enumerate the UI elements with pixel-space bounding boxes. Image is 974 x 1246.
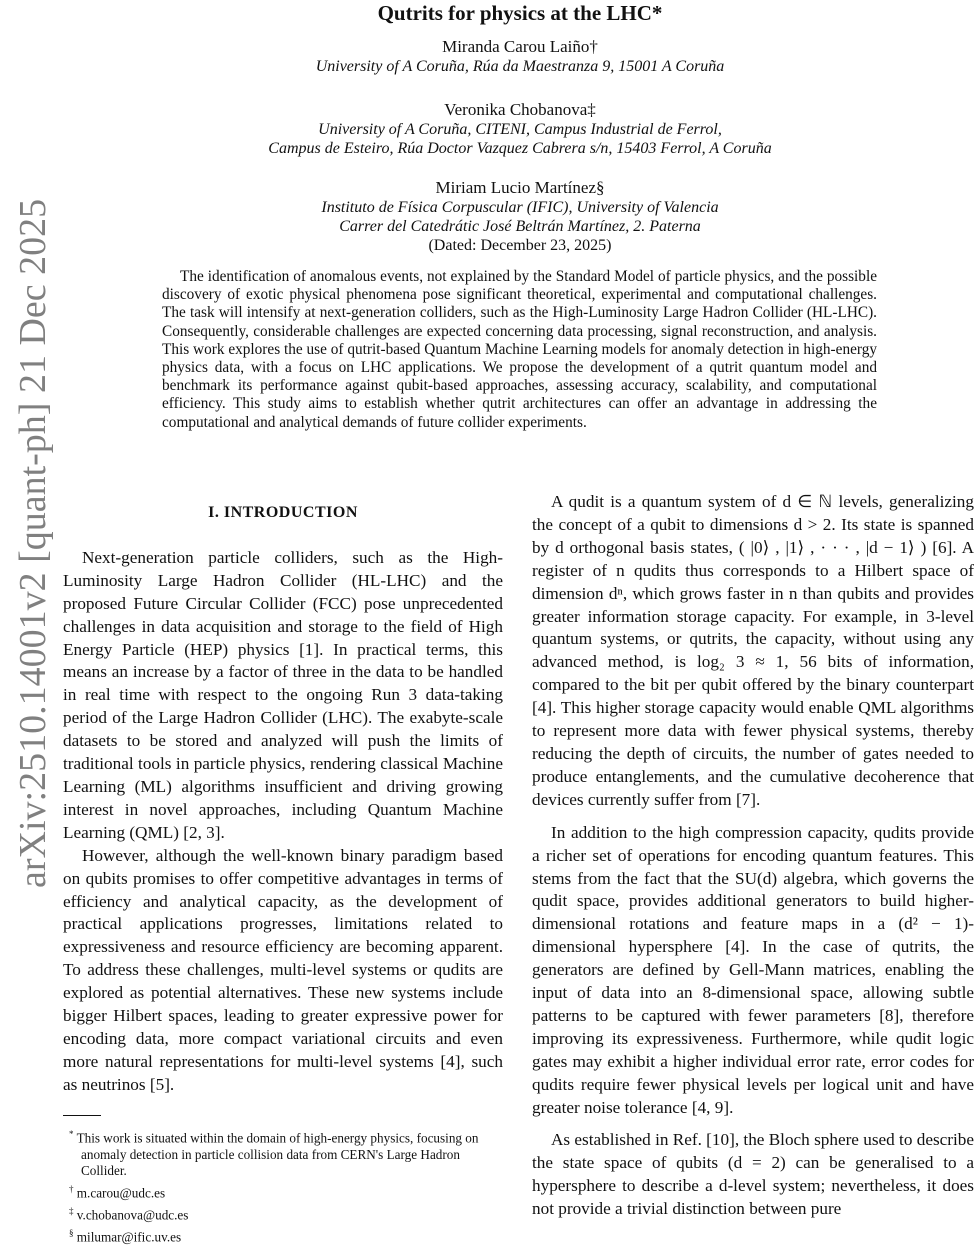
footnote-divider xyxy=(63,1115,101,1116)
footnote xyxy=(63,1126,503,1180)
footnote xyxy=(63,1225,503,1246)
footnotes xyxy=(63,1126,503,1246)
section-heading: I. INTRODUCTION xyxy=(208,504,358,521)
author-name: Miriam Lucio Martínez§ xyxy=(435,178,605,197)
left-column xyxy=(63,494,503,1246)
footnote-mark: § xyxy=(69,1227,74,1238)
paragraph: Next-generation particle colliders, such as the High-Luminosity Large Hadron Collider (HL-LHC) and the proposed Future Circular Collider (FCC) pose unprecedented challenges in data acquisition and storage to the field of High Energy Particle (HEP) physics [1]. In practical terms, this means an increase by a factor of three in the data to be handled in real time with respect to the ongoing Run 3 data-taking period of the Large Hadron Collider (LHC). The exabyte-scale datasets to be stored and analyzed will push the limits of traditional tools in particle physics, rendering classical Machine Learning (ML) algorithms insufficient and driving growing interest in novel approaches, including Quantum Machine Learning (QML) [2, 3]. xyxy=(63,547,503,842)
arxiv-side-stamp: arXiv:2510.14001v2 [quant-ph] 21 Dec 2025 xyxy=(12,198,54,888)
footnote-mark: * xyxy=(69,1128,74,1139)
dated-line: (Dated: December 23, 2025) xyxy=(428,237,612,254)
paper-title: Qutrits for physics at the LHC* xyxy=(377,1,663,25)
footnote-mark: † xyxy=(69,1183,74,1194)
paragraph: In addition to the high compression capacity, qudits provide a richer set of operations for encoding quantum features. This stems from the fact that the SU(d) algebra, which governs the qudit space, provides additional generators to build higher-dimensional rotations and feature maps in a (d² − 1)-dimensional hypersphere [4]. In the case of qutrits, the generators are defined by Gell-Mann matrices, enabling the input of data into an 8-dimensional space, allowing subtle patterns to be captured with fewer parameters [8], therefore improving its expressiveness. Furthermore, while qudit logic gates may exhibit a higher individual error rate, error codes for qudits require fewer physical levels per logical unit and have greater noise tolerance [4, 9]. xyxy=(532,822,974,1117)
right-column xyxy=(532,491,974,1221)
author-affiliation: Carrer del Catedrátic José Beltrán Martínez, 2. Paterna xyxy=(339,218,701,235)
author-name: Veronika Chobanova‡ xyxy=(444,100,596,119)
paragraph: However, although the well-known binary paradigm based on qubits promises to offer competitive advantages in terms of efficiency and analytical capacity, as the development of practical applications progresses, limitations related to expressiveness and resource efficiency are becoming apparent. To address these challenges, multi-level systems or qudits are explored as potential alternatives. These new systems include bigger Hilbert spaces, leading to greater expressive power for encoding data, more compact variational circuits and even more natural representations for multi-level systems [4], such as neutrinos [5]. xyxy=(63,845,503,1094)
author-block-3 xyxy=(160,178,880,256)
abstract: The identification of anomalous events, not explained by the Standard Model of particle physics, and the possible discovery of exotic physical phenomena pose significant theoretical, experimental and computational challenges. The task will intensify at next-generation colliders, such as the High-Luminosity Large Hadron Collider (HL-LHC). Consequently, considerable challenges are expected concerning data processing, signal reconstruction, and analysis. This work explores the use of qutrit-based Quantum Machine Learning models for anomaly detection in high-energy physics data, with a focus on LHC applications. We propose the development of a qutrit quantum model and benchmark its performance against qubit-based approaches, assessing accuracy, scalability, and computational efficiency. This study aims to establish whether qutrit architectures can offer an advantage in addressing the computational and analytical demands of future collider experiments. xyxy=(162,268,877,431)
author-affiliation: Campus de Esteiro, Rúa Doctor Vazquez Cabrera s/n, 15403 Ferrol, A Coruña xyxy=(268,140,772,157)
paragraph: As established in Ref. [10], the Bloch sphere used to describe the state space of qubits (d = 2) can be generalised to a hypersphere to describe a d-level system; nevertheless, it does not provide a trivial distinction between pure xyxy=(532,1130,974,1219)
author-affiliation: Instituto de Física Corpuscular (IFIC), University of Valencia xyxy=(321,199,719,216)
footnote xyxy=(63,1181,503,1202)
author-affiliation: University of A Coruña, Rúa da Maestranza 9, 15001 A Coruña xyxy=(315,58,725,75)
paragraph: A qudit is a quantum system of d ∈ ℕ levels, generalizing the concept of a qubit to dimensions d > 2. Its state is spanned by d orthogonal basis states, ( |0⟩ , |1⟩ , · · · , |d − 1⟩ ) [6]. A register of n qudits thus corresponds to a Hilbert space of dimension dⁿ, which grows faster in n than qubits and provides greater information storage capacity. For example, in 3-level quantum systems, or qutrits, the capacity, without using any advanced method, is log₂ 3 ≈ 1, 56 bits of information, compared to the bit per qubit offered by the binary counterpart [4]. This higher storage capacity would enable QML algorithms to represent more data with fewer physical systems, thereby reducing the depth of circuits, the number of gates needed to produce entanglements, and the cumulative decoherence that devices currently suffer from [7]. xyxy=(532,492,974,809)
footnote-email[interactable]: milumar@ific.uv.es xyxy=(76,1229,182,1245)
footnote xyxy=(63,1203,503,1224)
footnote-text: This work is situated within the domain of high-energy physics, focusing on anomaly detection in particle collision data from CERN's Large Hadron Collider. xyxy=(76,1130,479,1179)
author-name: Miranda Carou Laiño† xyxy=(442,37,598,56)
author-affiliation: University of A Coruña, CITENI, Campus Industrial de Ferrol, xyxy=(318,121,722,138)
footnote-email[interactable]: v.chobanova@udc.es xyxy=(76,1207,189,1223)
paper-header xyxy=(160,0,880,256)
footnote-email[interactable]: m.carou@udc.es xyxy=(76,1185,166,1201)
author-block-1 xyxy=(160,37,880,76)
footnote-mark: ‡ xyxy=(69,1205,74,1216)
author-block-2 xyxy=(160,100,880,158)
